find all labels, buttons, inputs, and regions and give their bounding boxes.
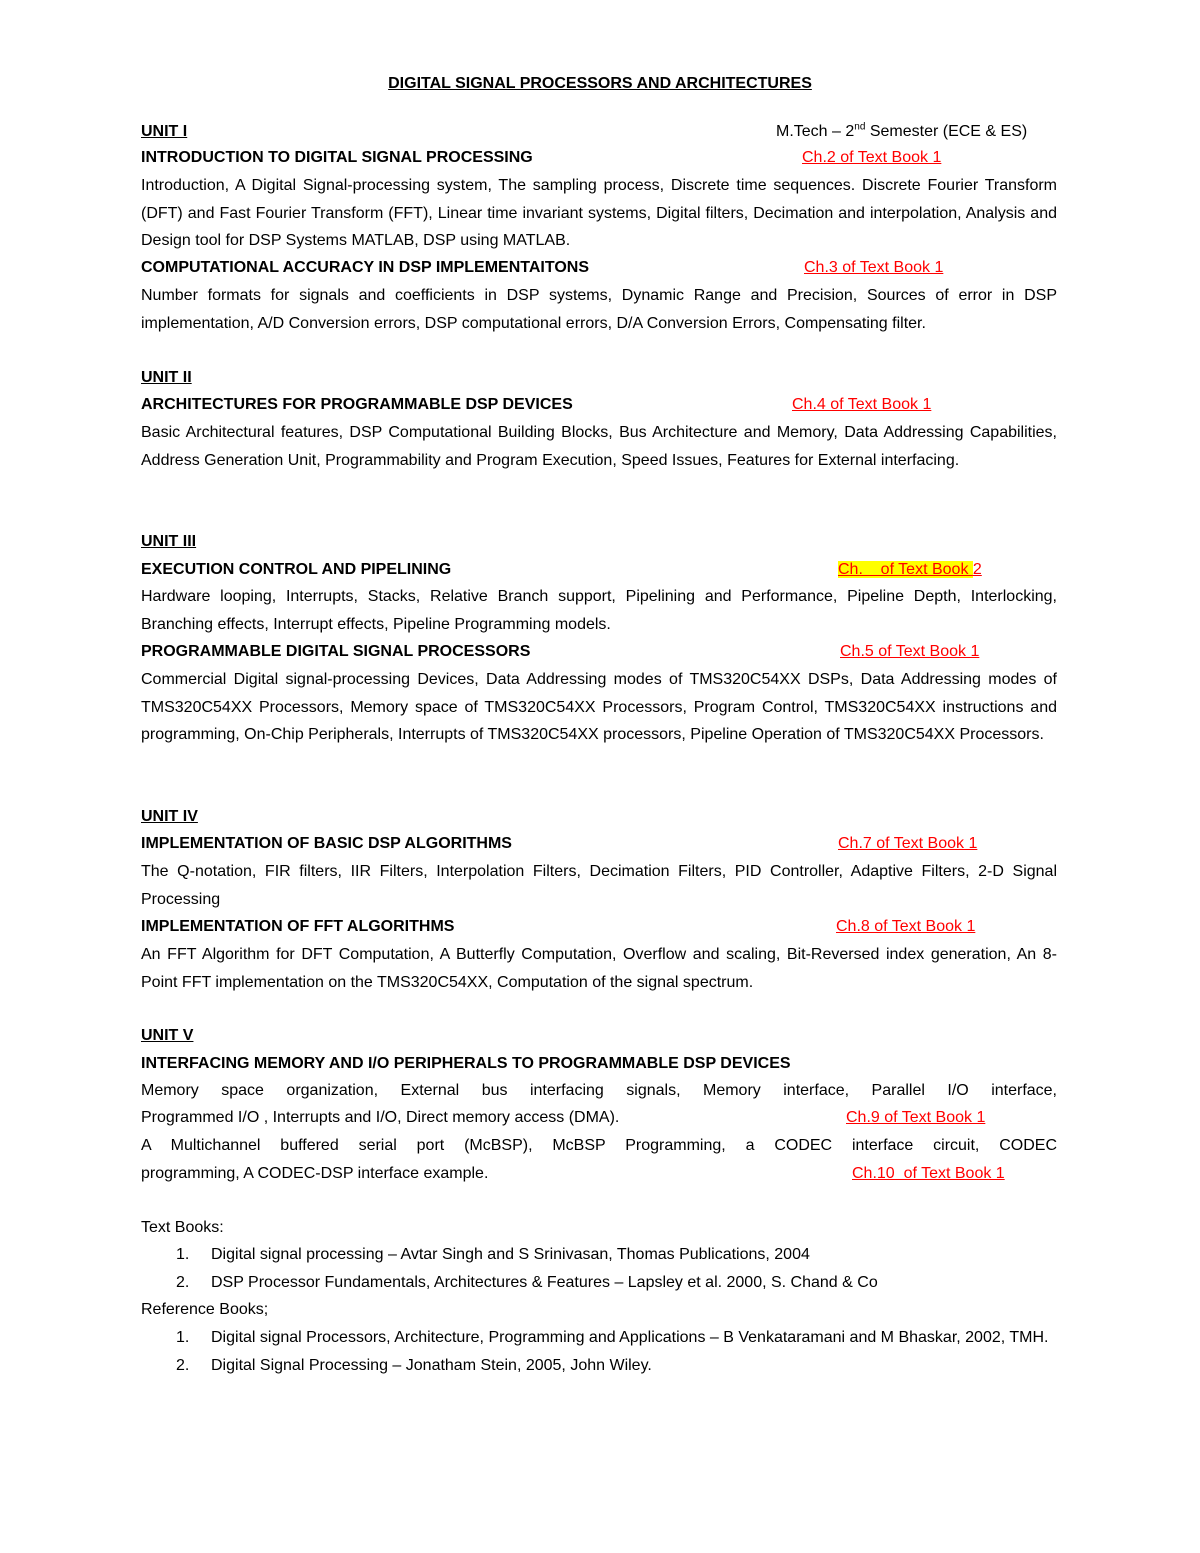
unit-3-topic-1-body: Hardware looping, Interrupts, Stacks, Relative Branch support, Pipelining and Performance, Pipeline Depth, Interlocking, Branching effects, Interrupt effects, Pipeline Programming models. bbox=[141, 588, 1057, 633]
unit-5-body-2-line-1: A Multichannel buffered serial port (McBSP), McBSP Programming, a CODEC interface circuit, CODEC bbox=[141, 1137, 1057, 1154]
unit-1-topic-2-heading: COMPUTATIONAL ACCURACY IN DSP IMPLEMENTAITONS bbox=[141, 259, 590, 276]
references-heading: Reference Books; bbox=[141, 1301, 269, 1318]
list-item bbox=[141, 1324, 1057, 1352]
unit-3-topic-1-ref-highlight: Ch. of Text Book bbox=[838, 561, 973, 578]
unit-2-topic-1-heading: ARCHITECTURES FOR PROGRAMMABLE DSP DEVICES bbox=[141, 396, 573, 413]
textbooks-list bbox=[141, 1241, 1057, 1296]
list-item-number: 2. bbox=[176, 1356, 190, 1374]
unit-4-topic-1-ref: Ch.7 of Text Book 1 bbox=[838, 835, 978, 852]
list-item-text: Digital Signal Processing – Jonatham Stein, 2005, John Wiley. bbox=[211, 1356, 652, 1374]
list-item-text: Digital signal Processors, Architecture, Programming and Applications – B Venkataramani and M Bhaskar, 2002, TMH. bbox=[211, 1329, 1049, 1346]
semester-post: Semester (ECE & ES) bbox=[865, 123, 1028, 140]
unit-2-topic-1-body: Basic Architectural features, DSP Computational Building Blocks, Bus Architecture and Memory, Data Addressing Capabilities, Address Generation Unit, Programmability and Program Execution, Speed Issues, Features for External interfacing. bbox=[141, 424, 1057, 469]
unit-1-label: UNIT I bbox=[141, 123, 188, 140]
unit-3-topic-2-body: Commercial Digital signal-processing Devices, Data Addressing modes of TMS320C54XX DSPs, Data Addressing modes of TMS320C54XX Processors, Memory space of TMS320C54XX Processors, Program Control, TMS320C54XX instructions and programming, On-Chip Peripherals, Interrupts of TMS320C54XX processors, Pipeline Operation of TMS320C54XX Processors. bbox=[141, 671, 1057, 743]
unit-5-body-1-line-2: Programmed I/O , Interrupts and I/O, Direct memory access (DMA). bbox=[141, 1109, 620, 1126]
unit-1-topic-1-body: Introduction, A Digital Signal-processing system, The sampling process, Discrete time sequences. Discrete Fourier Transform (DFT) and Fast Fourier Transform (FFT), Linear time invariant systems, Digital filters, Decimation and interpolation, Analysis and Design tool for DSP Systems MATLAB, DSP using MATLAB. bbox=[141, 177, 1057, 249]
unit-2-topic-1-ref: Ch.4 of Text Book 1 bbox=[792, 396, 932, 413]
unit-5-ref-2: Ch.10 of Text Book 1 bbox=[852, 1165, 1005, 1182]
unit-5-topic-1-heading: INTERFACING MEMORY AND I/O PERIPHERALS TO PROGRAMMABLE DSP DEVICES bbox=[141, 1055, 791, 1072]
unit-2-label: UNIT II bbox=[141, 369, 192, 386]
list-item-number: 1. bbox=[176, 1329, 190, 1346]
unit-3-label: UNIT III bbox=[141, 533, 197, 550]
unit-4-label: UNIT IV bbox=[141, 808, 198, 825]
unit-3-topic-1-ref bbox=[838, 560, 982, 580]
unit-4-topic-1-body: The Q-notation, FIR filters, IIR Filters, Interpolation Filters, Decimation Filters, PID Controller, Adaptive Filters, 2-D Signal Processing bbox=[141, 863, 1057, 908]
unit-5-ref-1: Ch.9 of Text Book 1 bbox=[846, 1109, 986, 1126]
unit-4-topic-2-ref: Ch.8 of Text Book 1 bbox=[836, 918, 976, 935]
unit-5-body-2-line-2: programming, A CODEC-DSP interface example. bbox=[141, 1165, 489, 1182]
list-item-text: DSP Processor Fundamentals, Architectures & Features – Lapsley et al. 2000, S. Chand & Co bbox=[211, 1273, 878, 1291]
semester-pre: M.Tech – 2 bbox=[776, 123, 855, 140]
list-item bbox=[141, 1269, 1057, 1297]
unit-3-topic-2-ref: Ch.5 of Text Book 1 bbox=[840, 643, 980, 660]
references-list bbox=[141, 1324, 1057, 1379]
unit-5-body-1-line-1: Memory space organization, External bus interfacing signals, Memory interface, Parallel I/O interface, bbox=[141, 1082, 1057, 1099]
unit-4-topic-2-body: An FFT Algorithm for DFT Computation, A Butterfly Computation, Overflow and scaling, Bit-Reversed index generation, An 8-Point FFT implementation on the TMS320C54XX, Computation of the signal spectrum. bbox=[141, 946, 1057, 991]
unit-3-topic-1-ref-tail: 2 bbox=[972, 561, 982, 578]
unit-1-topic-2-ref: Ch.3 of Text Book 1 bbox=[804, 259, 944, 276]
unit-3-topic-1-heading: EXECUTION CONTROL AND PIPELINING bbox=[141, 561, 452, 578]
textbooks-heading: Text Books: bbox=[141, 1219, 224, 1236]
list-item-text: Digital signal processing – Avtar Singh and S Srinivasan, Thomas Publications, 2004 bbox=[211, 1246, 810, 1263]
list-item-number: 1. bbox=[176, 1246, 190, 1263]
unit-4-topic-2-heading: IMPLEMENTATION OF FFT ALGORITHMS bbox=[141, 918, 455, 935]
unit-3-topic-2-heading: PROGRAMMABLE DIGITAL SIGNAL PROCESSORS bbox=[141, 643, 531, 660]
list-item bbox=[141, 1241, 1057, 1269]
list-item bbox=[141, 1352, 1057, 1380]
unit-1-topic-1-heading: INTRODUCTION TO DIGITAL SIGNAL PROCESSING bbox=[141, 149, 533, 166]
page-title: DIGITAL SIGNAL PROCESSORS AND ARCHITECTURES bbox=[388, 75, 812, 92]
unit-5-label: UNIT V bbox=[141, 1027, 194, 1044]
semester-info bbox=[776, 122, 1027, 142]
unit-1-topic-1-ref: Ch.2 of Text Book 1 bbox=[802, 149, 942, 166]
unit-4-topic-1-heading: IMPLEMENTATION OF BASIC DSP ALGORITHMS bbox=[141, 835, 512, 852]
semester-sup: nd bbox=[854, 121, 866, 133]
unit-1-topic-2-body: Number formats for signals and coefficients in DSP systems, Dynamic Range and Precision, Sources of error in DSP implementation, A/D Conversion errors, DSP computational errors, D/A Conversion Errors, Compensating filter. bbox=[141, 287, 1057, 332]
list-item-number: 2. bbox=[176, 1273, 190, 1291]
